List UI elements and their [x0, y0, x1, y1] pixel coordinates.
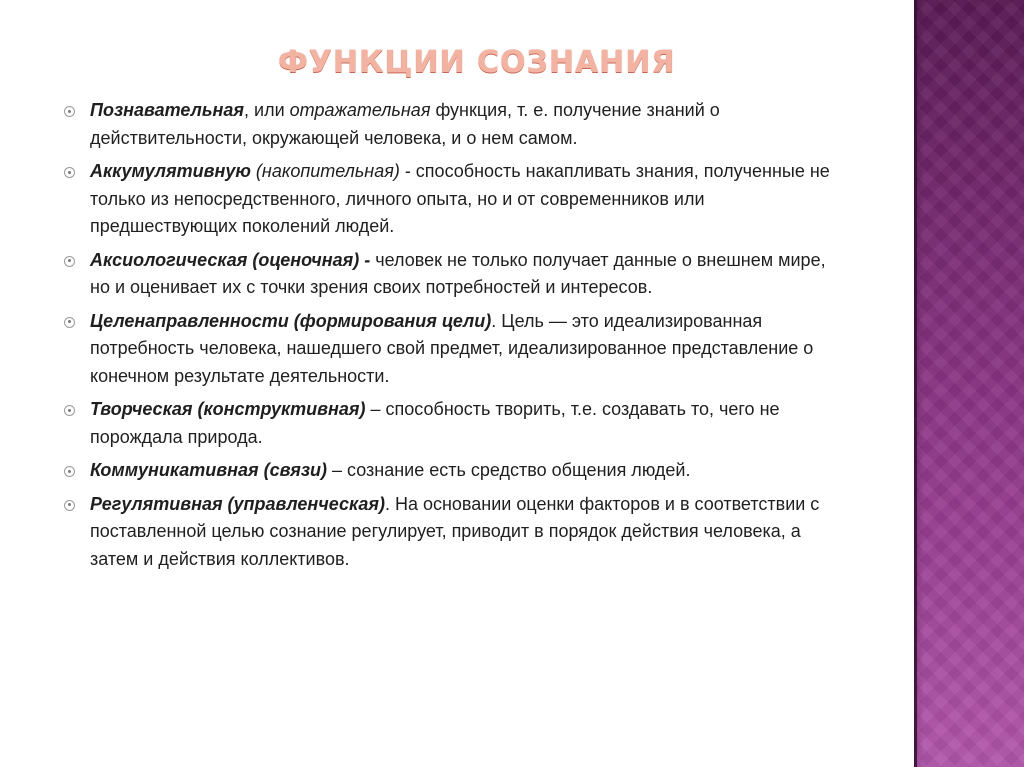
- term: отражательная: [289, 100, 431, 120]
- bullet-icon: [64, 167, 75, 178]
- term: (накопительная): [250, 161, 400, 181]
- list-item-text: [90, 396, 850, 451]
- list-item: [58, 396, 850, 451]
- bullet-icon: [64, 405, 75, 416]
- term: Коммуникативная (связи): [90, 460, 328, 480]
- list-item-text: [90, 97, 850, 152]
- bullet-icon: [64, 466, 75, 477]
- list-item-text: [90, 457, 850, 485]
- text-part: , или: [244, 100, 290, 120]
- slide-title: ФУНКЦИИ СОЗНАНИЯ: [278, 45, 676, 80]
- text-part: – сознание есть средство общения людей.: [327, 460, 691, 480]
- list-item: [58, 491, 850, 574]
- bullet-icon: [64, 256, 75, 267]
- term: Аккумулятивную: [90, 161, 251, 181]
- bullet-icon: [64, 106, 75, 117]
- list-item-text: [90, 308, 850, 391]
- side-divider: [914, 0, 917, 767]
- term: Познавательная: [90, 100, 245, 120]
- text-part: - способность накапливать знания, полученные не только из непосредственного, личного опыта, но и от современников или предшествующих поколений людей.: [90, 161, 830, 236]
- text-part: человек не только получает данные о внешнем мире, но и оценивает их с точки зрения своих потребностей и интересов.: [90, 249, 826, 297]
- list-item: [58, 247, 850, 302]
- term: Регулятивная (управленческая): [90, 493, 385, 514]
- list-item: [58, 308, 850, 391]
- text-part: . На основании оценки факторов и в соответствии с поставленной целью сознание регулирует, приводит в порядок действия человека, а затем и действия коллективов.: [90, 493, 820, 569]
- functions-list: [58, 97, 850, 573]
- term: Аксиологическая (оценочная) -: [90, 249, 376, 270]
- list-item: [58, 457, 850, 485]
- list-item-text: [90, 247, 850, 302]
- decorative-side-panel: [914, 0, 1024, 767]
- text-part: функция, т. е. получение знаний о действительности, окружающей человека, и о нем самом.: [90, 100, 720, 148]
- term: Целенаправленности (формирования цели): [90, 310, 492, 331]
- list-item: [58, 97, 850, 152]
- term: Творческая (конструктивная): [90, 399, 366, 419]
- bullet-icon: [64, 500, 75, 511]
- list-item-text: [90, 491, 850, 574]
- list-item: [58, 158, 850, 241]
- bullet-icon: [64, 317, 75, 328]
- list-item-text: [90, 158, 850, 241]
- text-part: . Цель — это идеализированная потребность человека, нашедшего свой предмет, идеализированное представление о конечном результате деятельности.: [90, 310, 814, 386]
- text-part: – способность творить, т.е. создавать то, чего не порождала природа.: [90, 399, 780, 447]
